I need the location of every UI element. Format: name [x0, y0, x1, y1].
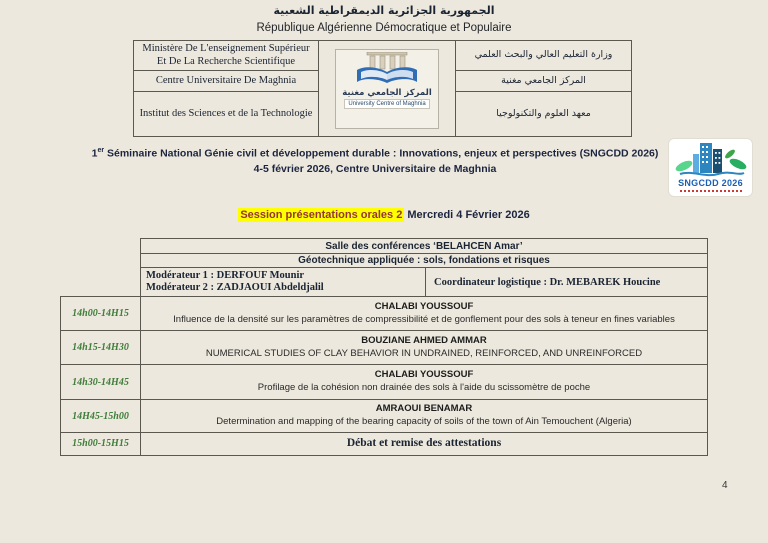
ministry-name-ar: وزارة التعليم العالي والبحث العلمي — [456, 41, 631, 71]
ministry-name-fr: Ministère De L'enseignement Supérieur Et De La Recherche Scientifique — [134, 41, 319, 71]
program-table-body — [60, 296, 708, 456]
session-title-highlight: Session présentations orales 2 — [240, 209, 403, 221]
session-date: Mercredi 4 Février 2026 — [404, 209, 530, 221]
moderator-1: Modérateur 1 : DERFOUF Mounir — [146, 270, 305, 281]
republic-title-arabic: الجمهورية الجزائرية الديمقراطية الشعبية — [273, 4, 495, 17]
talk-title: Influence de la densité sur les paramètres de compressibilité et de gonflement pour des sols à teneur en fines variables — [173, 313, 675, 325]
sngcdd-buildings-leaves-icon — [672, 140, 750, 178]
seminar-title — [0, 147, 750, 160]
time-slot: 14h15-14H30 — [61, 331, 141, 364]
talk-cell — [141, 331, 707, 364]
republic-title-french: République Algérienne Démocratique et Populaire — [256, 22, 512, 34]
table-row — [61, 365, 707, 400]
seminar-title-text: Séminaire National Génie civil et développement durable : Innovations, enjeux et perspectives (SNGCDD 2026) — [104, 147, 659, 160]
speaker-name: BOUZIANE AHMED AMMAR — [361, 334, 487, 346]
session-title-line — [0, 209, 768, 221]
university-logo — [335, 49, 439, 129]
center-name-ar: المركز الجامعي مغنية — [456, 71, 631, 92]
speaker-name: AMRAOUI BENAMAR — [375, 403, 473, 415]
table-row — [61, 400, 707, 433]
time-slot: 15h00-15H15 — [61, 433, 141, 455]
sngcdd-logo — [668, 138, 753, 197]
coordinator-cell: Coordinateur logistique : Dr. MEBAREK Houcine — [434, 276, 661, 288]
program-table — [60, 238, 708, 456]
table-row — [61, 297, 707, 331]
table-row — [61, 331, 707, 365]
university-name-english: University Centre of Maghnia — [344, 99, 429, 109]
table-row — [61, 433, 707, 455]
sngcdd-logo-tagline — [680, 190, 742, 192]
talk-cell — [141, 297, 707, 330]
moderator-2: Modérateur 2 : ZADJAOUI Abdeldjalil — [146, 282, 324, 294]
moderators-row — [141, 268, 707, 296]
institution-header-table — [133, 40, 632, 137]
seminar-title-number: 1 — [91, 147, 98, 160]
university-building-book-icon — [355, 52, 419, 88]
program-table-header — [140, 238, 708, 296]
speaker-name: CHALABI YOUSSOUF — [374, 300, 474, 312]
speaker-name: CHALABI YOUSSOUF — [374, 369, 474, 381]
talk-cell — [141, 365, 707, 399]
conference-room: Salle des conférences ‘BELAHCEN Amar’ — [141, 239, 707, 254]
seminar-title-ordinal: er — [97, 147, 105, 154]
institute-name-ar: معهد العلوم والتكنولوجيا — [496, 107, 591, 119]
sngcdd-logo-text: SNGCDD 2026 — [678, 178, 743, 188]
session-theme: Géotechnique appliquée : sols, fondations et risques — [141, 254, 707, 268]
time-slot: 14h00-14H15 — [61, 297, 141, 330]
institute-name-fr: Institut des Sciences et de la Technologie — [134, 92, 319, 136]
closing-cell — [141, 433, 707, 455]
moderators-cell — [141, 268, 426, 296]
center-name-fr: Centre Universitaire De Maghnia — [134, 71, 319, 92]
page-number: 4 — [722, 480, 728, 491]
university-name-arabic: المركز الجامعي مغنية — [342, 87, 432, 98]
closing-label: Débat et remise des attestations — [346, 437, 502, 450]
talk-cell — [141, 400, 707, 432]
time-slot: 14H45-15h00 — [61, 400, 141, 432]
talk-title: Determination and mapping of the bearing capacity of soils of the town of Ain Temouchent (Algeria) — [216, 416, 632, 428]
time-slot: 14h30-14H45 — [61, 365, 141, 399]
university-logo-cell — [319, 41, 456, 136]
talk-title: Profilage de la cohésion non drainée des sols à l'aide du scissomètre de poche — [257, 382, 591, 394]
talk-title: NUMERICAL STUDIES OF CLAY BEHAVIOR IN UNDRAINED, REINFORCED, AND UNREINFORCED — [205, 347, 643, 359]
seminar-subtitle: 4-5 février 2026, Centre Universitaire de Maghnia — [253, 163, 497, 175]
